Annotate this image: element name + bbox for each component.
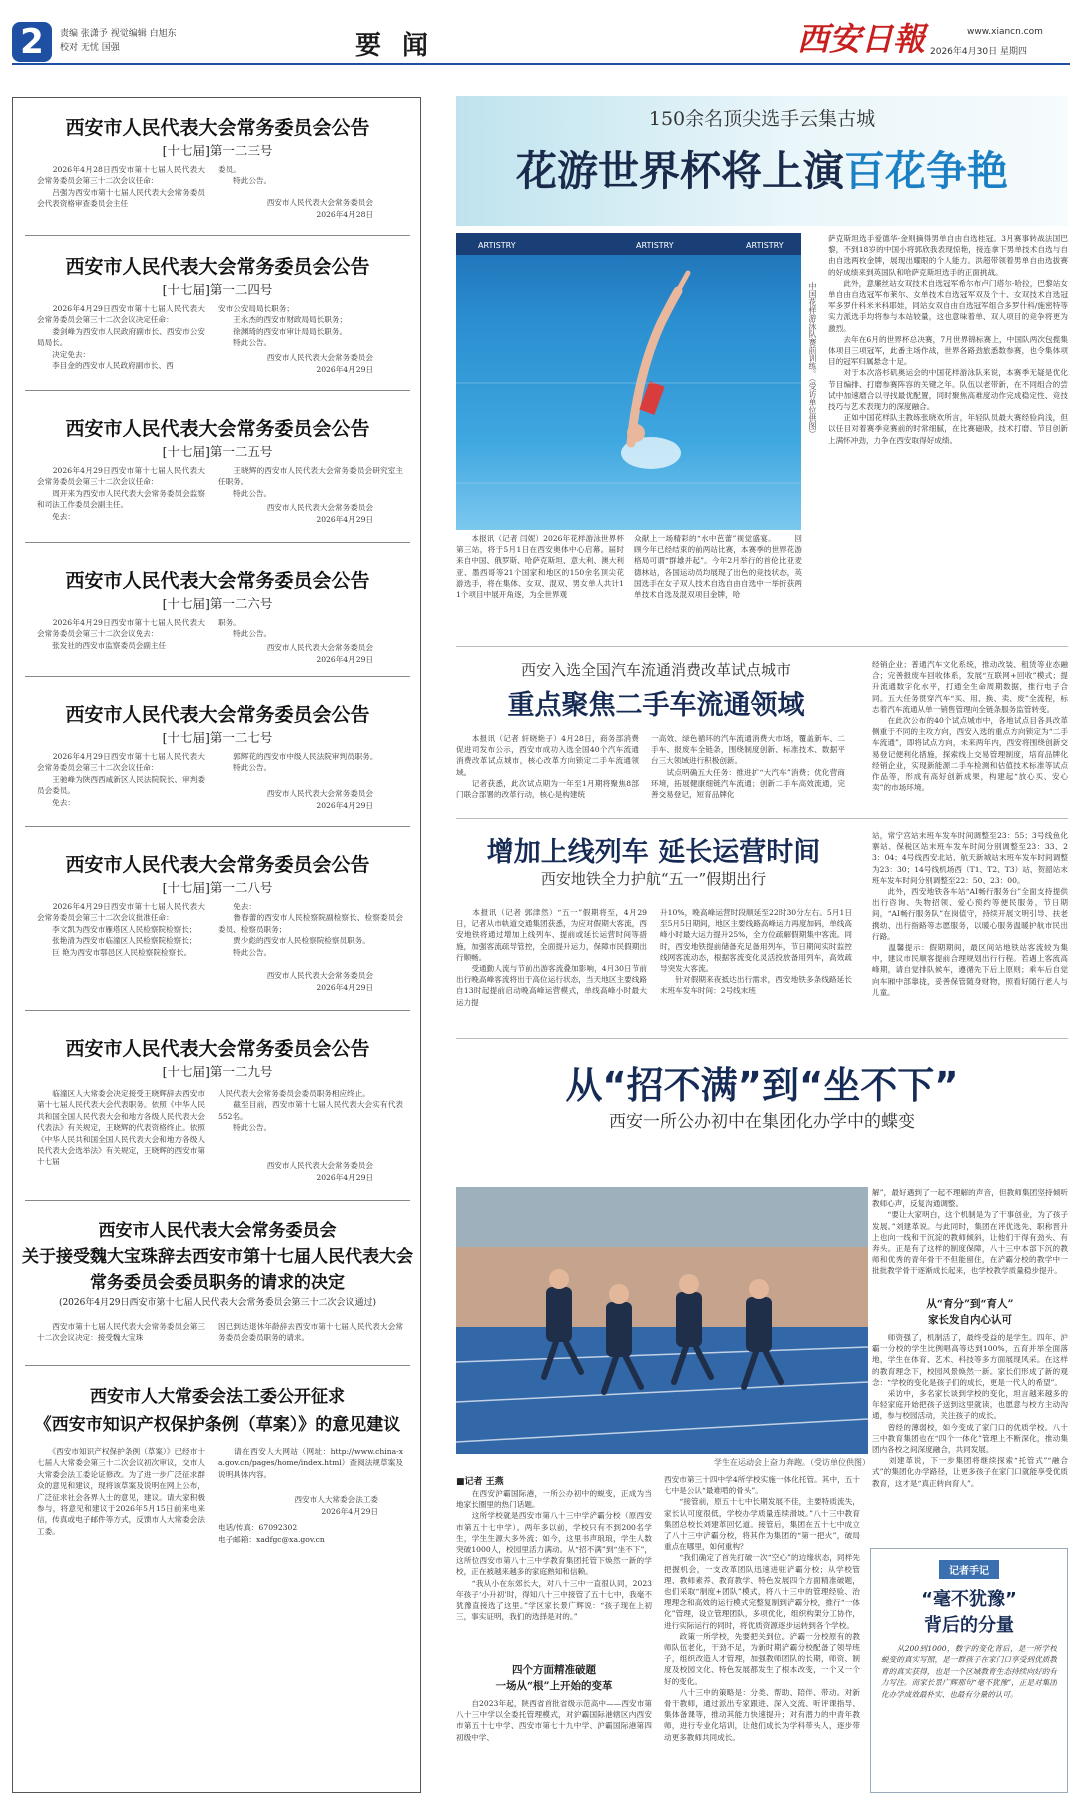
announcement-divider (25, 1010, 410, 1011)
announcement-divider (25, 542, 410, 543)
svg-text:ARTISTRY: ARTISTRY (636, 241, 674, 250)
announcement-body-left: 2026年4月29日西安市第十七届人民代表大会常务委员会第三十二次会议任命： 周开来为西安市人民代表大会常务委员会监察和司法工作委员会副主任。 免去： (37, 466, 205, 521)
announcement-title: 西安市人民代表大会常务委员会公告 (65, 256, 370, 278)
announcement-signer: 西安市人民代表大会常务委员会 (266, 971, 373, 980)
story-divider (456, 646, 1068, 647)
swimmer-illustration (456, 233, 801, 530)
announcement-body-left: 2026年4月29日西安市第十七届人民代表大会常务委员会第三十二次会议任命： 王驰峰为陕西西咸新区人民法院院长、审判委员会委员。 免去： (37, 752, 205, 807)
announcement-title: 西安市人民代表大会常务委员会公告 (65, 418, 370, 440)
announcement-body-left: 临潼区人大常委会决定接受王晓辉辞去西安市第十七届人民代表大会代表职务。依照《中华人民共和国全国人民代表大会和地方各级人民代表大会代表法》有关规定，王晓辉的代表资格终止。依照《中华人民共和国全国人民代表大会和地方各级人民代表大会选举法》有关规定，王晓辉的西安市第十七届 (37, 1089, 205, 1167)
reporter-note-box (870, 1548, 1068, 1793)
announcement-body-right: 人民代表大会常务委员会委员职务相应终止。 截至目前，西安市第十七届人民代表大会实有代表552名。 特此公告。 (218, 1089, 403, 1133)
story1-kicker: 150余名顶尖选手云集古城 (648, 108, 876, 130)
story-divider (456, 818, 1068, 819)
announcement-signer: 西安市人民代表大会常务委员会 (266, 503, 373, 512)
legal-title-2: 《西安市知识产权保护条例（草案）》的意见建议 (34, 1415, 401, 1435)
note-tag-wrap (871, 1559, 1067, 1579)
story4-byline: ■记者 王燕 (456, 1477, 504, 1487)
svg-text:ARTISTRY: ARTISTRY (746, 241, 784, 250)
announcement-body-left: 2026年4月29日西安市第十七届人民代表大会常务委员会第三十二次会议批准任命： 李文凯为西安市雁塔区人民检察院检察长； 张艳清为西安市临潼区人民检察院检察长； 巨 艳为西安市鄠邑区人民检察院检察长。 (37, 902, 205, 957)
announcement-date: 2026年4月29日 (316, 801, 373, 810)
story1-photo-caption: 中国花样游泳队赛前训练。（受访单位供图） (808, 282, 817, 438)
story1-col3: 萨克斯坦选手爱德华·金则摘得男单自由自选桂冠。3月赛事转战法国巴黎，不到18岁的中国小将郭欣我表现惊艳，接连拿下男单技术自选与自由自选两枚金牌，展现出耀眼的个人能力。洪超带领着男单自由选拔赛的好成绩来到英国队和哈萨克斯坦选手的正面挑战。 此外，意廉丝站女双技术自选冠军希尔布卢门塔尔·哈拉，巴黎站女单自由自选冠军布莱尔、女单技术自选冠军双及个十、女双技术自选冠军多罗什科米米科耶娃，同站女双自由自选冠军组合多罗什科/施密特等实力派选手均将参与本站较量，这也意味着单、双人项目的竞争将更为激烈。 去年在6月的世界杯总决赛，7月世界锦标赛上，中国队两次包揽集体项目三项冠军，此番主场作战，世界各路劲旅悉数参赛，也令集体项目的冠军归属悬念十足。 对于本次洛杉矶奥运会的中国花样游泳队来说，本赛季无疑是优化节目编排、打磨参赛阵容的关键之年。队伍以老带新，在不同组合的尝试中加速磨合以寻找最优配置，同时聚焦高难度动作完成稳定性、竞技技巧与艺术表现力的深度融合。 正如中国花样队主教练张晓欢所言，年轻队员最大赛经验尚浅，但以任目对着赛季竞赛前的时常细腻，在比赛磁吸，技术打磨、节目创新上满怀冲劲，力争在西安取得好成绩。 (828, 234, 1068, 445)
announcement-date: 2026年4月28日 (316, 210, 373, 219)
story3-col1: 本报讯（记者 郭津然）“五一”假期将至，4月29日，记者从市轨道交通集团获悉，为应对假期大客流，西安地铁将通过增加上线列车、提前或延长运营时间等措施，加强客流疏导管控，全面提升运力，保障市民假期出行顺畅。 受通勤人流与节前出游客流叠加影响，4月30日节前出行晚高峰客流将出于高位运行状态，当天地区主要线路自13时起提前启动晚高峰运营模式，单线高峰小时最大运力提 (456, 908, 647, 1007)
header-divider (12, 63, 1070, 65)
svg-text:ARTISTRY: ARTISTRY (478, 241, 516, 250)
announcement-divider (25, 676, 410, 677)
story1-headline-a: 花游世界杯将上演 (516, 147, 844, 195)
note-title-2: 背后的分量 (924, 1615, 1014, 1636)
legal-body-right: 请在西安人大网站（网址：http://www.china-xa.gov.cn/pages/home/index.html）查阅法规草案及说明具体内容。 (218, 1447, 403, 1479)
announcement-number: [十七届]第一二七号 (162, 730, 273, 745)
note-title-1: “毫不犹豫” (921, 1589, 1017, 1610)
announcement-body-right: 王晓辉的西安市人民代表大会常务委员会研究室主任职务。 特此公告。 (218, 466, 403, 498)
story4-subhead-a: 四个方面精准破题 (512, 1664, 596, 1676)
announcement-body-left: 2026年4月29日西安市第十七届人民代表大会常务委员会第三十二次会议免去： 张发社的西安市监察委员会副主任 (37, 618, 205, 650)
announcement-divider (25, 1200, 410, 1201)
story3-subtitle: 西安地铁全力护航“五一”假期出行 (540, 870, 767, 888)
story3-col3: 站，常宁宫站末班车发车时间调整至23：55；3号线鱼化寨站、保税区站末班车发车时间分别调整至23：33、23：04；4号线西安北站、航天新城站末班车发车时间调整为23：30；14号线机场西（T1、T2、T3）站，贺韶站末班车发车时间分别调整至22：50、23：00。 此外，西安地铁各车站“AI畅行服务台”全面支持提供出行咨询、失物招领、爱心预约等便民服务，节日期间，“AI畅行服务队”在岗值守，持续开展文明引导、扶老携幼、出行指路等志愿服务，以暖心服务温暖护航市民出行路。 温馨提示：假期期间，最区间站地铁站客流较为集中，建议市民顺客提前合理规划出行行程。若遇上客流高峰期，请自觉排队候车，遵循先下后上原则；乘车后自觉向车厢中部靠拢，妥善保管随身财物，照看好随行老人与儿童。 (872, 831, 1068, 997)
story-divider (456, 1038, 1068, 1039)
story4-col1: 在西安沪霸国际港，一所公办初中的蜕变，正成为当地家长圈里的热门话题。 这所学校就是西安市第八十三中学浐霸分校（原西安市第五十七中学）。两年多以前，学校只有不到200名学生，学生生源大多外流；如今，这里书声琅琅，学生人数突破1000人，校园里活力满动。从“招不满”到“坐不下”，这所位西安市第八十三中学教育集团托管下焕然一新的学校，正在被越来越多的家庭熟知和信赖。 “我从小在东郊长大，对八十三中一直很认同，2023年孩子‘小升初’时，得知八十三中接管了五十七中，我毫不犹豫直接选了这里。”学区家长景广辉说：“孩子现在上初三，事实证明，我们的选择是对的。” (456, 1489, 652, 1622)
announcement-signer: 西安市人民代表大会常务委员会 (266, 353, 373, 362)
story4-col4: 师资强了，机制活了，最终受益的是学生。四年、沪霸一分校的学生比例唱高等达到100%，五育并举全面落地，学生在体育、艺术、科技等多方面展现风采。在这样的教育理念下，校园风景焕然一新。家长们形成了新的观念：“学校的变化是孩子们的成长，更是一代人的希望”。 采访中，多名家长谈到学校的变化，坦言越来越多的年轻家庭开始把孩子送到这里就读，也愿意与校方主动沟通，参与校园活动，关注孩子的成长。 曾经的薄弱校，如今变成了家门口的优质学校。八十三中教育集团也在“四个一体化”管理上不断深化，推动集团内各校之间深度融合，共同发展。 刘建革说，下一步集团将继续探索“托管式”“融合式”的集团化办学路径，让更多孩子在家门口就能享受优质教育，这才是“真正转向育人”。 (872, 1333, 1068, 1488)
story2-headline: 重点聚焦二手车流通领域 (507, 690, 805, 721)
story1-col1: 本报讯（记者 闫妮）2026年花样游泳世界杯第三站，将于5月1日在西安奥体中心启幕。届时来自中国、俄罗斯、哈萨克斯坦、意大利、澳大利亚、墨西哥等21个国家和地区的150余名顶尖花游选手，将在集体、女双、混双、男女单人共计11个项目中展开角逐，为全世界观 (456, 534, 624, 600)
announcement-body-right: 安市公安局局长职务； 王永杰的西安市财政局局长职务； 徐渊琦的西安市审计局局长职务。 特此公告。 (218, 304, 348, 348)
announcement-body-right: 委员。 特此公告。 (218, 165, 272, 186)
story2-col3: 经销企业；普通汽车文化系统，推动改装、租赁等业态融合；完善报废车回收体系，发展“互联网+回收”模式；提升流通数字化水平，打通全生命周期数据，推行电子合同。五大任务贯穿汽车“买、用、换、卖、废”全流程，标志着汽车流通从单一销售管理向全链条服务监管转变。 在此次公布的40个试点城市中，各地试点目各具改革侧重于不同的主攻方向，西安入选的重点方向锁定为“二手车流通”，即将试点方向，未来两年内，西安将围绕创新交易登记便利化措施，探索线上交易管理制度，培育品牌化经销企业，实现新能源二手车检测和估值技术标准等试点作品等，形成有高好创新成果，构建起“放心买、安心卖”的市场环境。 (872, 660, 1068, 793)
story1-col2: 众献上一场精彩的“水中芭蕾”视觉盛宴。 回顾今年已经结束的前两站比赛，本赛季的世界花游格局可谓“群雄并起”。今年2月举行的首伦比亚麦德林站，各国运动员均展现了出色的竞技状态，英国选手在女子双人技术自选自由自选中一举折获两单技术自选及混双项目金牌，哈 (634, 534, 802, 600)
story4-subhead-c2: 家长发自内心认可 (928, 1314, 1012, 1326)
legal-signer: 西安市人大常委会法工委 (294, 1495, 378, 1504)
story2-col1: 本报讯（记者 轩晓艳子）4月28日，商务部消费促进司发布公示，西安市成功入选全国40个汽车流通消费改革试点城市，核心改革方向锁定二手车流通领域。 记者获悉，此次试点期为一年至1月期将聚焦8部门联合部署的改革行动，核心是构建统 (456, 734, 639, 800)
legal-date: 2026年4月29日 (321, 1507, 378, 1516)
announcement-signer: 西安市人民代表大会常务委员会 (266, 643, 373, 652)
page-number: 2 (12, 22, 52, 62)
announcement-number: [十七届]第一二三号 (162, 143, 273, 158)
story4-subhead-c1: 从“育分”到“育人” (926, 1298, 1014, 1310)
credits-line-1: 责编 张潇予 视觉编辑 白旭东 (60, 29, 177, 39)
announcement-signer: 西安市人民代表大会常务委员会 (266, 789, 373, 798)
announcement-date: 2026年4月29日 (316, 1173, 373, 1182)
announcement-title: 西安市人民代表大会常务委员会公告 (65, 1038, 370, 1060)
note-body: 从200到1000，数字的变化背后，是一所学校蜕变的真实写照，是一群孩子在家门口享受到优质教育的真实获得，也是一个区域教育生态持续向好的有力写注。而家长景广辉那句“毫不犹豫”，正是对集团化办学成效最朴实、也最有分量的认可。 (881, 1644, 1057, 1699)
announcement-date: 2026年4月29日 (316, 983, 373, 992)
story4-col3: 解”，最好遇到了一起不理解的声音，但教师集团坚持倾听教师心声，反复沟通调整。 “要让大家明白，这个机制是为了干事创业，为了孩子发展。”刘建革说。与此同时，集团在评优选先、职称晋升上也向一线和干沉淀的教师倾斜，让他们干得有劲头、有奔头。正是有了这样的制度保障，八十三中本部下沉的教师和优秀的青年骨干不但能留住，在浐霸分校的教学中一批批教学骨干逐渐成长起来，也学校教学质量稳步提升。 (872, 1188, 1068, 1276)
decision-title-3: 常务委员会委员职务的请求的决定 (90, 1273, 345, 1293)
announcement-body-left: 2026年4月29日西安市第十七届人民代表大会常务委员会第三十二次会议决定任命： 娄剑峰为西安市人民政府副市长、西安市公安局局长。 决定免去： 李目金的西安市人民政府副市长、西 (37, 304, 205, 371)
announcement-divider (25, 1365, 410, 1366)
decision-title-1: 西安市人民代表大会常务委员会 (98, 1221, 337, 1241)
credits-line-2: 校对 无忧 国强 (60, 43, 120, 53)
announcement-body-right: 郭辉花的西安市中级人民法院审判员职务。 特此公告。 (233, 752, 378, 773)
story4-col2: 西安市第三十四中学4所学校实施一体化托管。其中，五十七中是公认“最难啃的骨头”。 “接管前，原五十七中长期发展不佳，主要特质流失，家长认可度很低，学校办学质量连续滑坡。”八十三中教育集团总校长刘建革回忆道。接管后，集团在五十七中成立了八十三中浐霸分校，将其作为集团的“第一把火”，破局重点在哪里，如何重构？ “我们确定了首先打破一次“空心”的边缘状态，同样先把握机会，一支改革团队迅速进驻浐霸分校；从学校管理、教师素养、教育教学、特色发展四个方面精准破题，也们采取“制度+团队”模式，将八十三中的管理经验、治理理念和高效的运行模式完整复制到浐霸分校，推行“一体化”管理，设立管理团队，多项优化，组织构架分工协作，进行实际运行的同时，将优质资源逐步运转到各个学校。 政策一所学校，先要把关到位。浐霸一分校原有的教师队伍老化，干劲不足，为新时期浐霸分校配备了领导班子，组织改造人才管理，加强教师团队的长期，师资、制度及校园文化、特色发展都发生了根本改变，一个又一个好的变化。 八十三中的策略是：分类、帮助、陪伴、带动。对新骨干教师，通过派出专家跟进、深入交流、听评课指导、集体备课等，推动其能力快速提升；对有潜力的中青年教师，进行专业化培训，让他们成长为学科带头人，逐步带动更多教师共同成长。 (664, 1475, 860, 1742)
story2-col2: 一高效、绿色循环的汽车流通消费大市场，覆盖新车、二手车、报废车全链条，围绕制度创新、标准技术、数据平台三大领域进行积极创新。 试点明确五大任务：推进扩“大汽车”消费；优化营商环境，拓展健康细链汽车流通；创新二手车高效流通，完善交易登记，短育品牌化 (651, 734, 845, 800)
section-title: 要 闻 (355, 31, 435, 61)
announcement-signer: 西安市人民代表大会常务委员会 (266, 1161, 373, 1170)
announcement-title: 西安市人民代表大会常务委员会公告 (65, 117, 370, 139)
story3-headline: 增加上线列车 延长运营时间 (486, 837, 821, 868)
announcement-divider (25, 235, 410, 236)
announcement-body-right: 职务。 特此公告。 (218, 618, 272, 639)
announcement-divider (25, 826, 410, 827)
announcement-divider (25, 390, 410, 391)
legal-phone: 电话/传真：67092302 (218, 1523, 298, 1532)
editor-credits (60, 27, 177, 55)
decision-meta: (2026年4月29日西安市第十七届人民代表大会常务委员会第三十二次会议通过) (58, 1298, 377, 1308)
announcement-title: 西安市人民代表大会常务委员会公告 (65, 854, 370, 876)
note-tag: 记者手记 (939, 1560, 999, 1579)
story1-headline-b: 百花争艳 (844, 147, 1008, 195)
announcement-title: 西安市人民代表大会常务委员会公告 (65, 570, 370, 592)
synchronized-swimming-photo (456, 233, 801, 530)
announcement-signer: 西安市人民代表大会常务委员会 (266, 198, 373, 207)
decision-title-2: 关于接受魏大宝珠辞去西安市第十七届人民代表大会 (22, 1247, 413, 1267)
newspaper-logo: 西安日報 (797, 20, 926, 58)
announcement-date: 2026年4月29日 (316, 655, 373, 664)
decision-body-right: 因已到达退休年龄辞去西安市第十七届人民代表大会常务委员会委员职务的请求。 (218, 1322, 403, 1343)
announcement-date: 2026年4月29日 (316, 515, 373, 524)
story4-headline: 从“招不满”到“坐不下” (565, 1064, 959, 1107)
issue-date: 2026年4月30日 星期四 (930, 47, 1027, 57)
announcement-body-right: 免去： 鲁春蕾的西安市人民检察院副检察长、检察委员会委员、检察员职务； 贾少彪的西安市人民检察院检察员职务。 特此公告。 (218, 902, 403, 957)
announcement-number: [十七届]第一二五号 (162, 444, 273, 459)
announcement-date: 2026年4月29日 (316, 365, 373, 374)
announcement-number: [十七届]第一二九号 (162, 1064, 273, 1079)
legal-title-1: 西安市人大常委会法工委公开征求 (90, 1387, 345, 1407)
website-url[interactable]: www.xiancn.com (967, 27, 1043, 37)
story2-kicker: 西安入选全国汽车流通消费改革试点城市 (520, 661, 791, 679)
announcement-body-left: 2026年4月28日西安市第十七届人民代表大会常务委员会第三十二次会议任命： 吕强为西安市第十七届人民代表大会常务委员会代表资格审查委员会主任 (37, 165, 205, 209)
runners-illustration (456, 1187, 868, 1454)
story4-subtitle: 西安一所公办初中在集团化办学中的蝶变 (609, 1112, 915, 1132)
story3-col2: 升10%，晚高峰运营时段顺延至22时30分左右。5月1日至5月5日期间，地区主要线路高峰运力再度加码，单线高峰小时最大运力提升25%，全方位疏解假期集中客流。同时，西安地铁提前储备充足备用列车，节日期间实时监控线网客流动态，根据客流变化灵活投放备用列车，高效疏导突发大客流。 针对假期来夜抵达出行需求，西安地铁多条线路延长末班车发车时间：2号线末班 (660, 908, 852, 996)
announcement-number: [十七届]第一二四号 (162, 282, 273, 297)
announcement-title: 西安市人民代表大会常务委员会公告 (65, 704, 370, 726)
announcements-box (12, 97, 421, 1793)
announcement-number: [十七届]第一二六号 (162, 596, 273, 611)
decision-body-left: 西安市第十七届人民代表大会常务委员会第三十二次会议决定：接受魏大宝珠 (37, 1322, 205, 1343)
story1-headline (456, 138, 1068, 197)
legal-body-left: 《西安市知识产权保护条例（草案）》已经市十七届人大常委会第三十二次会议初次审议，交市人大常委会法工委论证修改。为了进一步广泛征求群众的意见和建议，现将该草案及说明在网上公布，广泛征求社会各界人士的意见，建议。请大家积极参与，将意见和建议于2026年5月15日前来电来信，传真或电子邮件等方式，反馈市人大常委会法工委。 (37, 1447, 205, 1536)
story4-photo-caption: 学生在运动会上奋力奔跑。（受访单位供图） (714, 1458, 870, 1467)
story4-col1b: 自2023年起，陕西省首批省级示范高中——西安市第八十三中学以全委托管理模式，对沪霸国际港辖区内西安市第五十七中学、西安市第七十九中学、沪霸国际港第四初级中学、 (456, 1699, 652, 1742)
school-sports-photo (456, 1187, 868, 1454)
announcement-number: [十七届]第一二八号 (162, 880, 273, 895)
legal-email[interactable]: 电子邮箱：xadfgc@xa.gov.cn (218, 1535, 325, 1544)
story4-subhead-b: 一场从“根”上开始的变革 (495, 1680, 613, 1692)
